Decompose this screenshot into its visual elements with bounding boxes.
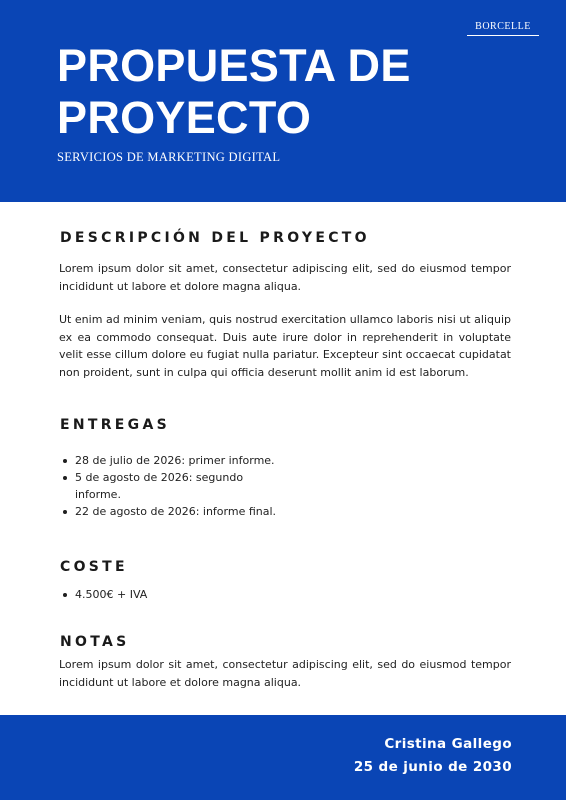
document-title <box>57 40 517 144</box>
description-paragraph-2: Ut enim ad minim veniam, quis nostrud exercitation ullamco laboris nisi ut aliquip ex ea commodo consequat. Duis aute irure dolor in reprehenderit in voluptate velit esse cillum dolore eu fugiat nulla pariatur. Excepteur sint occaecat cupidatat non proident, sunt in culpa qui officia deserunt mollit anim id est laborum. <box>59 313 511 379</box>
brand-name: BORCELLE <box>467 21 539 36</box>
description-heading: DESCRIPCIÓN DEL PROYECTO <box>60 230 370 246</box>
list-item: 5 de agosto de 2026: segundo informe. <box>60 469 250 503</box>
list-item: 28 de julio de 2026: primer informe. <box>60 452 295 469</box>
list-item: 4.500€ + IVA <box>60 586 280 603</box>
document-date: 25 de junio de 2030 <box>353 759 512 775</box>
author-name: Cristina Gallego <box>384 736 512 752</box>
cost-heading: COSTE <box>60 559 128 575</box>
header-banner <box>0 0 566 202</box>
description-paragraph-1: Lorem ipsum dolor sit amet, consectetur adipiscing elit, sed do eiusmod tempor incididunt ut labore et dolore magna aliqua. <box>59 262 511 293</box>
notes-heading: NOTAS <box>60 634 130 650</box>
cost-list <box>60 586 280 603</box>
deliverables-heading: ENTREGAS <box>60 417 170 433</box>
document-subtitle: SERVICIOS DE MARKETING DIGITAL <box>57 150 281 164</box>
footer-banner <box>0 715 566 800</box>
title-line-1: PROPUESTA DE <box>57 40 411 91</box>
title-line-2: PROYECTO <box>57 92 312 143</box>
notes-paragraph: Lorem ipsum dolor sit amet, consectetur adipiscing elit, sed do eiusmod tempor incididunt ut labore et dolore magna aliqua. <box>59 658 511 689</box>
deliverables-list <box>60 452 277 520</box>
list-item: 22 de agosto de 2026: informe final. <box>60 503 295 520</box>
